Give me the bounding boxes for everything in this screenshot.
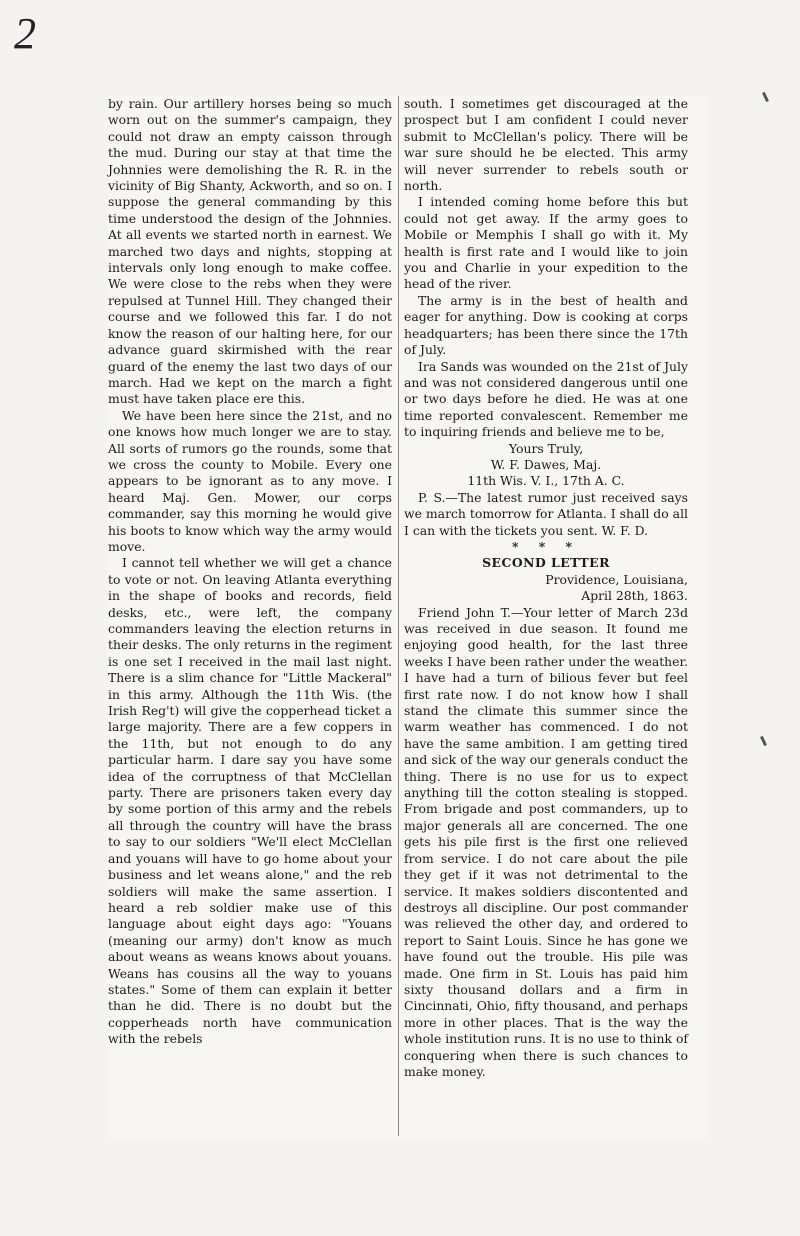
left-paragraph: I cannot tell whether we will get a chance to vote or not. On leaving Atlanta everything in the shape of books and records, field desks, etc., were left, the company commanders leaving the election returns in their desks. The only returns in the regiment is one set I received in the mail last night. There is a slim chance for "Little Mackeral" in this army. Although the 11th Wis. (the Irish Reg't) will give the copperhead ticket a large majority. There are a few coppers in the 11th, but not enough to do any particular harm. I dare say you have some idea of the corruptness of that McClellan party. There are prisoners taken every day by some portion of this army and the rebels all through the country will have the brass to say to our soldiers "We'll elect McClellan and youans will have to go home about your business and let weans alone," and the reb soldiers will make the same assertion. I heard a reb soldier make use of this language about eight days ago: "Youans (meaning our army) don't know as much about weans as weans knows about youans. Weans has cousins all the way to youans states." Some of them can explain it better than he did. There is no doubt but the copperheads north have communication with the rebels — [108, 555, 392, 1047]
left-paragraph: We have been here since the 21st, and no one knows how much longer we are to stay. All sorts of rumors go the rounds, some that we cross the county to Mobile. Every one appears to be ignorant as to any move. I heard Maj. Gen. Mower, our corps commander, say this morning he would give his boots to know which way the army would move. — [108, 407, 392, 554]
letter-place: Providence, Louisiana, — [545, 571, 688, 587]
left-column — [108, 96, 392, 1048]
right-paragraph: The army is in the best of health and eager for anything. Dow is cooking at corps headquarters; has been there since the 17th of July. — [404, 292, 688, 358]
left-paragraph: by rain. Our artillery horses being so much worn out on the summer's campaign, they could not draw an empty caisson through the mud. During our stay at that time the Johnnies were demolishing the R. R. in the vicinity of Big Shanty, Ackworth, and so on. I suppose the general commanding by this time understood the design of the Johnnies. At all events we started north in earnest. We marched two days and nights, stopping at intervals only long enough to make coffee. We were close to the rebs when they were repulsed at Tunnel Hill. They changed their course and we followed this far. I do not know the reason of our halting here, for our advance guard skirmished with the rear guard of the enemy the last two days of our march. Had we kept on the march a fight must have taken place ere this. — [108, 96, 392, 407]
right-paragraph: Ira Sands was wounded on the 21st of July and was not considered dangerous until one or two days before he died. He was at one time reported convalescent. Remember me to inquiring friends and believe me to be, — [404, 358, 688, 440]
ink-mark-middle — [760, 736, 767, 746]
postscript: P. S.—The latest rumor just received says we march tomorrow for Atlanta. I shall do all I can with the tickets you sent. W. F. D. — [404, 489, 688, 538]
right-column — [404, 96, 688, 1080]
page-number: 2 — [14, 9, 36, 58]
second-letter-heading: SECOND LETTER — [482, 555, 610, 571]
right-paragraph: south. I sometimes get discouraged at the prospect but I am confident I could never submit to McClellan's policy. There will be war sure should he be elected. This army will never surrender to rebels south or north. — [404, 96, 688, 194]
letter-closing: Yours Truly, — [508, 440, 584, 456]
letter-date: April 28th, 1863. — [581, 588, 688, 604]
signature-unit: 11th Wis. V. I., 17th A. C. — [467, 473, 625, 489]
second-letter-body: Friend John T.—Your letter of March 23d was received in due season. It found me enjoying good health, for the last three weeks I have been rather under the weather. I have had a turn of bilious fever but feel first rate now. I do not know how I shall stand the climate this summer since the warm weather has commenced. I do not have the same ambition. I am getting tired and sick of the way our generals conduct the thing. There is no use for us to expect anything till the cotton stealing is stopped. From brigade and post commanders, up to major generals all are concerned. The one gets his pile first is the first one relieved from service. I do not care about the pile they get if it was not detrimental to the service. It makes soldiers discontented and destroys all discipline. Our post commander was relieved the other day, and ordered to report to Saint Louis. Since he has gone we have found out the trouble. His pile was made. One firm in St. Louis has paid him sixty thousand dollars and a firm in Cincinnati, Ohio, fifty thousand, and perhaps more in other places. That is the way the whole institution runs. It is no use to think of conquering when there is such chances to make money. — [404, 604, 688, 1079]
right-paragraph: I intended coming home before this but could not get away. If the army goes to Mobile or Memphis I shall go with it. My health is first rate and I would like to join you and Charlie in your expedition to the head of the river. — [404, 194, 688, 292]
signature-name: W. F. Dawes, Maj. — [490, 456, 602, 472]
separator-stars: * * * — [511, 538, 581, 554]
newspaper-clipping — [108, 96, 708, 1140]
ink-mark-top — [762, 92, 769, 102]
column-divider — [398, 96, 399, 1136]
